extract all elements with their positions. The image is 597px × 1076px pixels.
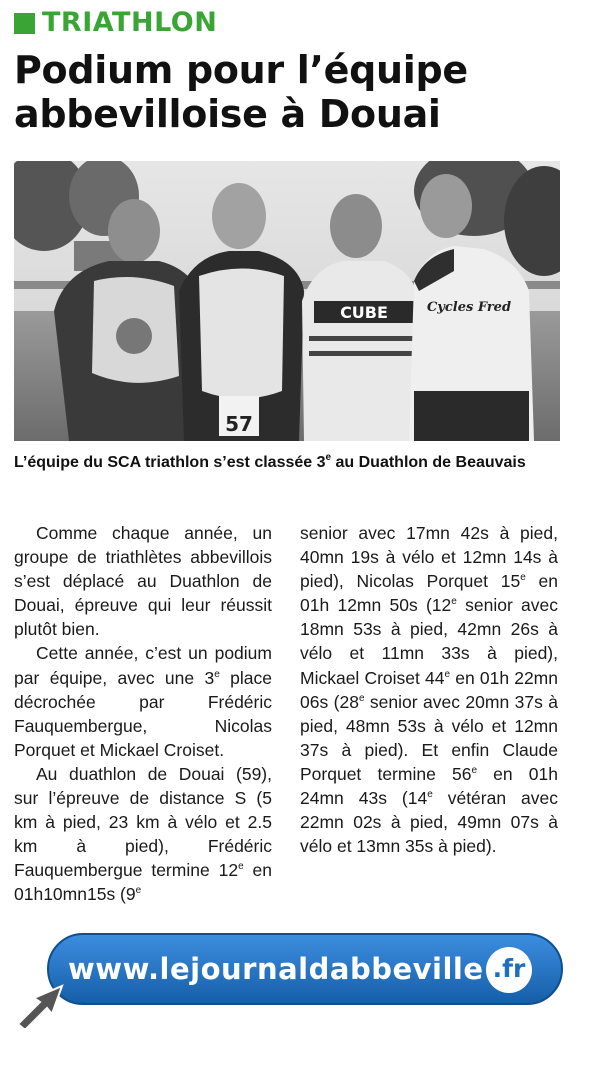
article-column-1 bbox=[14, 521, 272, 907]
headline-line-2: abbevilloise à Douai bbox=[14, 92, 441, 136]
team-photo bbox=[14, 161, 560, 441]
photo-caption: L’équipe du SCA triathlon s’est classée 3e au Duathlon de Beauvais bbox=[14, 452, 526, 471]
article-paragraph-1: Comme chaque année, un groupe de triathlètes abbevillois s’est déplacé au Duathlon de Douai, épreuve qui leur réussit plutôt bien. bbox=[14, 523, 272, 640]
section-label: TRIATHLON bbox=[42, 7, 218, 38]
banner-tld-badge[interactable]: .fr bbox=[486, 947, 532, 993]
cursor-arrow-icon bbox=[18, 986, 62, 1028]
section-kicker bbox=[14, 8, 217, 38]
article-paragraph-3-continued: senior avec 17mn 42s à pied, 40mn 19s à vélo et 12mn 14s à pied), Nicolas Porquet 15e en 01h 12mn 50s (12e senior avec 18mn 53s à pied, 42mn 26s à vélo et 11mn 33s à pied), Mickael Croiset 44e en 01h 22mn 06s (28e senior avec 20mn 37s à pied, 48mn 53s à vélo et 12mn 37s à pied). Et enfin Claude Porquet termine 56e en 01h 24mn 43s (14e vétéran avec 22mn 02s à pied, 49mn 07s à vélo et 13mn 35s à pied). bbox=[300, 523, 559, 857]
headline bbox=[14, 48, 589, 136]
bib-number: 57 bbox=[225, 412, 253, 436]
section-square-icon bbox=[14, 13, 35, 34]
article-column-2 bbox=[300, 521, 558, 858]
article-paragraph-3: Au duathlon de Douai (59), sur l’épreuve de distance S (5 km à pied, 23 km à vélo et 2.5 km à pied), Frédéric Fauquembergue termine 12e en 01h10mn15s (9e bbox=[14, 763, 272, 905]
article-paragraph-2: Cette année, c’est un podium par équipe, avec une 3e place décrochée par Frédéric Fauquembergue, Nicolas Porquet et Mickael Croiset. bbox=[14, 643, 272, 760]
banner-url[interactable]: www.lejournaldabbeville bbox=[68, 952, 484, 986]
jersey-cube-text: CUBE bbox=[340, 303, 388, 322]
jersey-cycles-fred-text: Cycles Fred bbox=[426, 300, 512, 315]
headline-line-1: Podium pour l’équipe bbox=[14, 48, 468, 92]
